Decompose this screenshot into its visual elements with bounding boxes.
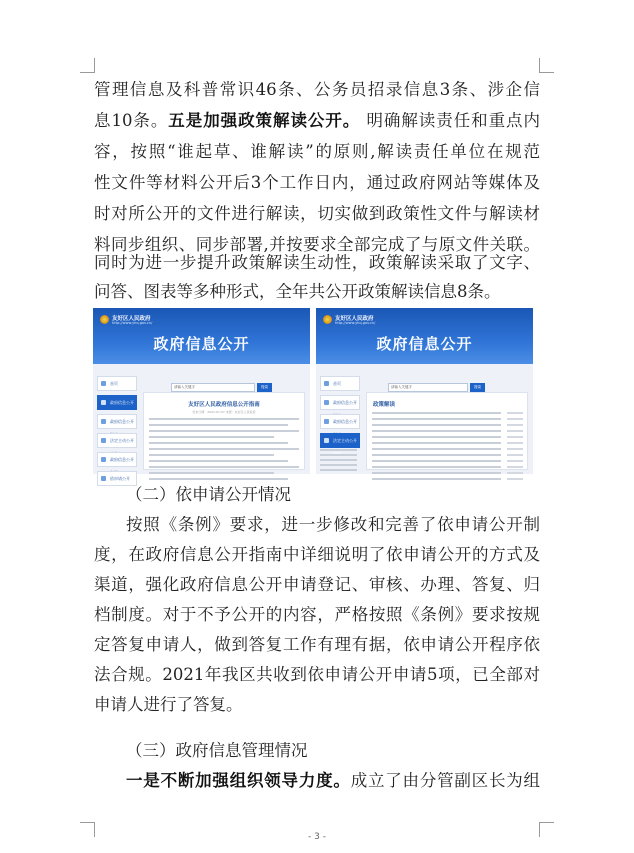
text-line	[149, 448, 299, 450]
rules-icon	[101, 419, 106, 424]
search-input	[171, 383, 255, 392]
section-heading-3: （三）政府信息管理情况	[126, 741, 308, 760]
search-placeholder: 请输入关键字	[391, 385, 412, 389]
body-line-5: 时对所公开的文件进行解读，切实做到政策性文件与解读材	[94, 204, 540, 223]
subnav-line	[320, 459, 357, 461]
text-line	[149, 424, 288, 426]
list-item	[372, 412, 501, 414]
text-line	[149, 430, 299, 432]
section-2-line-4: 档制度。对于不予公开的内容，严格按照《条例》要求按规	[94, 605, 540, 624]
body-line-4: 性文件等材料公开后3个工作日内，通过政府网站等媒体及	[94, 173, 540, 192]
rules-icon	[324, 419, 329, 424]
sidebar-item	[97, 471, 137, 486]
text-line	[149, 466, 299, 468]
list-item	[372, 448, 501, 450]
sidebar-menu	[97, 376, 137, 490]
website-screenshots	[93, 308, 533, 481]
list-title: 政策解读	[373, 402, 396, 408]
section-2-line-2: 度，在政府信息公开指南中详细说明了依申请公开的方式及	[94, 545, 540, 564]
sidebar-menu	[320, 376, 360, 452]
sidebar-item	[320, 376, 360, 391]
text-line	[149, 436, 274, 438]
content-icon	[101, 438, 106, 443]
sidebar-item	[97, 414, 137, 429]
banner-title: 政府信息公开	[376, 335, 473, 353]
body-line-2	[94, 111, 540, 131]
body-text: 息10条。	[94, 111, 169, 130]
list-item	[372, 442, 501, 444]
list-item	[372, 430, 501, 432]
sidebar-item-label: 依申请公开	[110, 476, 130, 481]
screenshot-policy-interpretation	[316, 308, 533, 474]
guide-icon	[324, 400, 329, 405]
list-item	[372, 478, 501, 480]
subnav-line	[320, 449, 357, 451]
body-line-3: 容，按照“谁起草、谁解读”的原则,解读责任单位在规范	[94, 142, 540, 161]
bold-lead-in: 一是不断加强组织领导力度。	[126, 771, 351, 790]
sidebar-subnav	[320, 446, 360, 471]
sidebar-item	[320, 395, 360, 410]
national-emblem-icon	[100, 315, 109, 324]
panel-meta: 发布日期：2021-07-07 来源：友好区人民政府	[192, 410, 256, 414]
guide-icon	[101, 400, 106, 405]
sidebar-item-label: 首页	[110, 381, 118, 386]
sidebar-item-label: 政府信息公开	[110, 400, 134, 405]
list-item	[372, 418, 501, 420]
sidebar-item-label: 首页	[333, 381, 341, 386]
body-line-7: 同时为进一步提升政策解读生动性，政策解读采取了文字、	[94, 253, 540, 272]
sidebar-item-label: 法定主动公开	[110, 438, 134, 443]
guide-panel	[143, 392, 305, 470]
page-number: - 3 -	[308, 832, 326, 842]
text-line	[149, 472, 274, 474]
site-name: 友好区人民政府	[335, 316, 374, 322]
body-line-1: 管理信息及科普常识46条、公务员招录信息3条、涉企信	[94, 80, 540, 99]
screenshot-disclosure-guide	[93, 308, 310, 481]
sidebar-item-label: 政府信息公开	[333, 419, 357, 424]
section-2-line-3: 渠道，强化政府信息公开申请登记、审核、办理、答复、归	[94, 575, 540, 594]
section-heading-2: （二）依申请公开情况	[126, 485, 291, 504]
search-input	[388, 383, 468, 392]
section-2-line-6: 法合规。2021年我区共收到依申请公开申请5项，已全部对	[94, 665, 540, 684]
site-name: 友好区人民政府	[112, 316, 151, 322]
site-url: http://www.yhq.gov.cn/	[112, 321, 153, 325]
sidebar-item	[97, 452, 137, 467]
text-line	[149, 478, 288, 480]
home-icon	[324, 381, 329, 386]
sidebar-item-label: 法定主动公开	[333, 438, 357, 443]
site-banner	[93, 308, 310, 364]
sidebar-item-label: 政府信息公开	[333, 400, 357, 405]
home-icon	[101, 381, 106, 386]
subnav-line	[320, 464, 357, 466]
sidebar-item-label: 政府信息公开	[110, 419, 134, 424]
crop-mark-top-left	[80, 58, 95, 73]
sidebar-item	[320, 414, 360, 429]
text-line	[149, 454, 274, 456]
policy-list-panel	[366, 392, 528, 470]
body-line-8: 问答、图表等多种形式，全年共公开政策解读信息8条。	[94, 282, 501, 301]
body-text: 成立了由分管副区长为组	[350, 771, 541, 790]
list-item	[372, 436, 501, 438]
section-2-line-5: 定答复申请人，做到答复工作有理有据，依申请公开程序依	[94, 635, 540, 654]
site-url: http://www.yhq.gov.cn/	[335, 321, 376, 325]
content-icon	[324, 438, 329, 443]
search-placeholder: 请输入关键字	[174, 385, 195, 389]
list-item	[372, 460, 501, 462]
text-line	[149, 442, 288, 444]
sidebar-item-active	[97, 395, 137, 410]
subnav-line	[320, 454, 357, 456]
panel-title: 友好区人民政府信息公开指南	[188, 402, 260, 408]
crop-mark-top-right	[539, 58, 554, 73]
list-item	[372, 424, 501, 426]
national-emblem-icon	[323, 315, 332, 324]
body-line-6: 料同步组织、同步部署,并按要求全部完成了与原文件关联。	[94, 235, 540, 254]
body-text: 明确解读责任和重点内	[366, 111, 541, 130]
section-2-line-1: 按照《条例》要求，进一步修改和完善了依申请公开制	[126, 515, 540, 534]
list-item	[372, 454, 501, 456]
text-line	[149, 460, 288, 462]
section-2-line-7: 申请人进行了答复。	[94, 695, 243, 714]
section-3-line-1	[126, 771, 540, 791]
report-icon	[101, 457, 106, 462]
subnav-line	[320, 469, 357, 471]
sidebar-item	[97, 433, 137, 448]
list-item	[372, 472, 501, 474]
request-icon	[101, 476, 106, 481]
sidebar-item-label: 政府信息公开	[110, 457, 134, 462]
bold-lead-in: 五是加强政策解读公开。	[168, 111, 361, 130]
site-banner	[316, 308, 533, 364]
list-item	[372, 466, 501, 468]
search-button: 搜索	[257, 383, 272, 392]
search-button: 搜索	[470, 383, 485, 392]
text-line	[149, 418, 299, 420]
sidebar-item	[97, 376, 137, 391]
banner-title: 政府信息公开	[153, 335, 250, 353]
